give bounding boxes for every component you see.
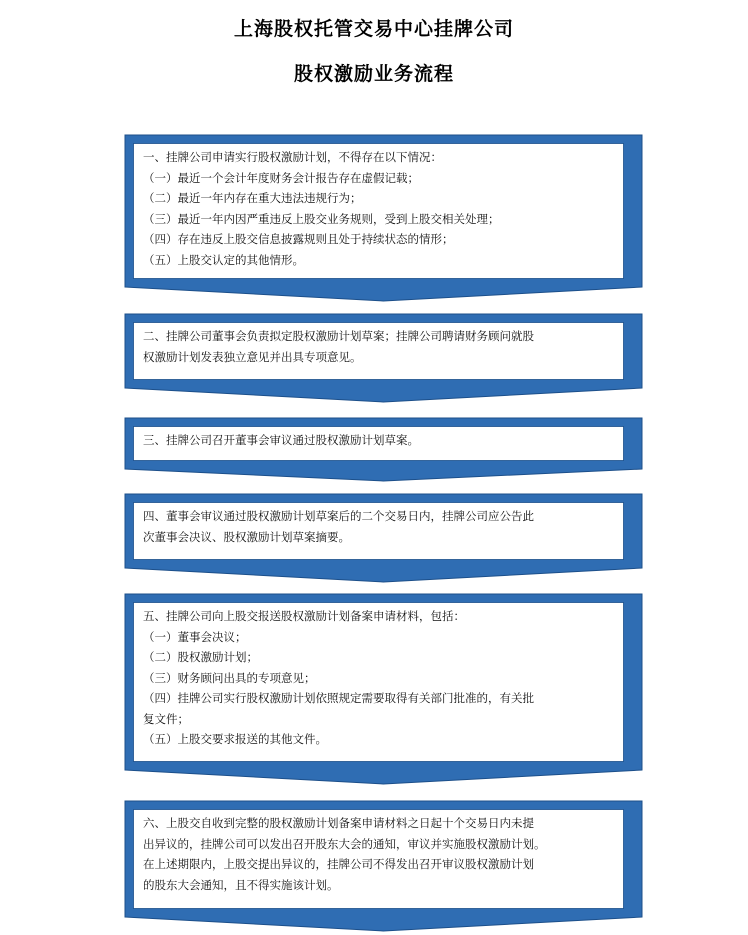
- step-text-box: [134, 427, 623, 460]
- step-text-box: [134, 603, 623, 761]
- step-line: 六、上股交自收到完整的股权激励计划备案申请材料之日起十个交易日内未提: [143, 816, 534, 830]
- step-line: （五）上股交认定的其他情形。: [143, 252, 304, 267]
- flow-step-6: [125, 801, 642, 931]
- flow-step-1: [125, 135, 642, 301]
- step-line: （二）最近一年内存在重大违法违规行为；: [143, 191, 362, 205]
- step-line: 的股东大会通知，且不得实施该计划。: [143, 877, 339, 892]
- flow-step-3: [125, 418, 642, 481]
- step-line: （一）最近一个会计年度财务会计报告存在虚假记载；: [143, 170, 419, 185]
- step-text-box: [134, 503, 623, 559]
- step-line: 四、董事会审议通过股权激励计划草案后的二个交易日内，挂牌公司应公告此: [143, 509, 534, 523]
- step-line: （四）挂牌公司实行股权激励计划依照规定需要取得有关部门批准的，有关批: [143, 691, 534, 705]
- step-line: （四）存在违反上股交信息披露规则且处于持续状态的情形；: [143, 232, 454, 246]
- step-text-box: [134, 144, 623, 278]
- step-line: 复文件；: [143, 711, 189, 726]
- step-line: 权激励计划发表独立意见并出具专项意见。: [143, 349, 362, 364]
- page-subtitle: 股权激励业务流程: [293, 63, 454, 85]
- step-line: （一）董事会决议；: [143, 629, 247, 644]
- step-line: 五、挂牌公司向上股交报送股权激励计划备案申请材料，包括：: [143, 609, 465, 623]
- flow-step-2: [125, 314, 642, 402]
- step-line: 一、挂牌公司申请实行股权激励计划，不得存在以下情况：: [143, 150, 442, 164]
- step-line: （三）最近一年内因严重违反上股交业务规则，受到上股交相关处理；: [143, 211, 500, 226]
- flow-step-5: [125, 594, 642, 784]
- step-line: 在上述期限内，上股交提出异议的，挂牌公司不得发出召开审议股权激励计划: [143, 857, 534, 871]
- step-line: （五）上股交要求报送的其他文件。: [143, 732, 327, 746]
- flow-step-4: [125, 494, 642, 582]
- step-text-box: [134, 810, 623, 908]
- step-line: （三）财务顾问出具的专项意见；: [143, 670, 316, 685]
- step-text-box: [134, 323, 623, 379]
- step-line: 三、挂牌公司召开董事会审议通过股权激励计划草案。: [143, 433, 419, 447]
- page-title: 上海股权托管交易中心挂牌公司: [233, 18, 514, 40]
- step-line: 二、挂牌公司董事会负责拟定股权激励计划草案；挂牌公司聘请财务顾问就股: [143, 329, 534, 343]
- step-line: 次董事会决议、股权激励计划草案摘要。: [143, 529, 350, 544]
- step-line: （二）股权激励计划；: [143, 650, 258, 664]
- step-line: 出异议的，挂牌公司可以发出召开股东大会的通知，审议并实施股权激励计划。: [143, 836, 546, 851]
